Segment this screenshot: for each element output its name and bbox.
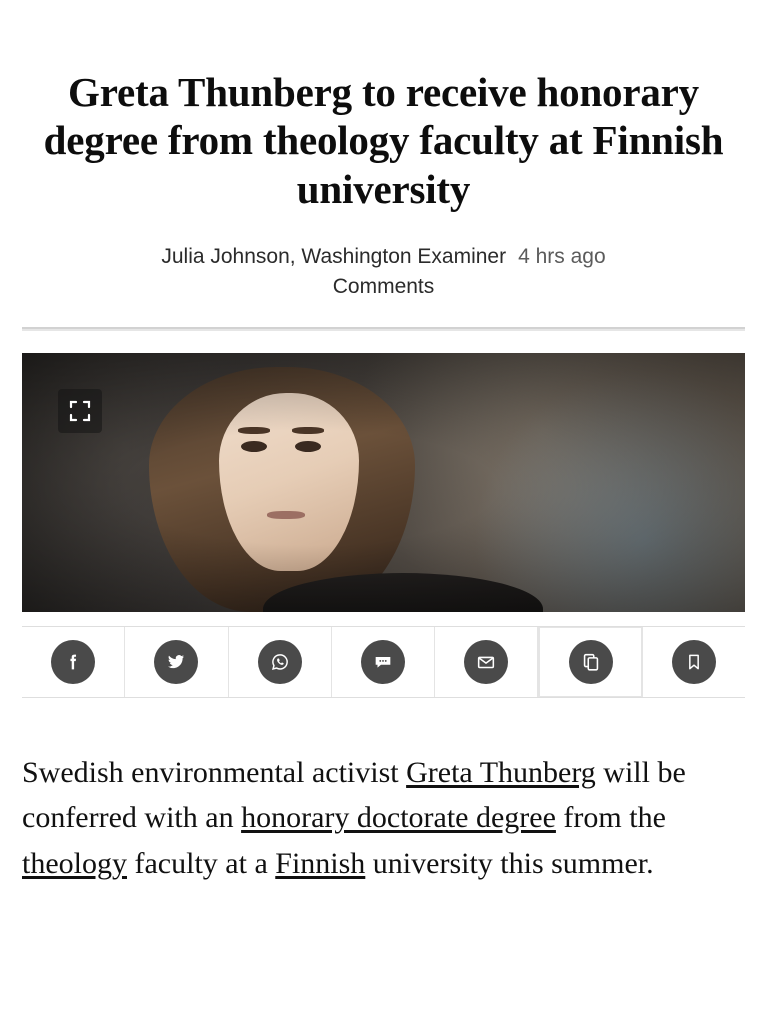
share-bar bbox=[22, 626, 745, 698]
byline-author: Julia Johnson, Washington Examiner bbox=[161, 245, 507, 269]
article-page bbox=[0, 68, 767, 1024]
link-theology[interactable]: theology bbox=[22, 846, 127, 880]
twitter-icon bbox=[154, 640, 198, 684]
share-copy-link-button[interactable] bbox=[538, 627, 642, 697]
comments-link[interactable]: Comments bbox=[332, 274, 435, 298]
share-whatsapp-button[interactable] bbox=[229, 627, 332, 697]
share-bookmark-button[interactable] bbox=[643, 627, 745, 697]
body-text-segment: Swedish environmental activist bbox=[22, 755, 407, 789]
body-text-segment: will be conferred with an bbox=[22, 755, 686, 835]
byline bbox=[22, 241, 745, 273]
link-greta-thunberg[interactable]: Greta Thunberg bbox=[406, 755, 596, 789]
hero-vignette bbox=[22, 353, 745, 612]
body-text-segment: faculty at a bbox=[127, 846, 276, 880]
article-body-paragraph bbox=[22, 750, 745, 887]
body-text-segment: university this summer. bbox=[365, 846, 654, 880]
share-email-button[interactable] bbox=[435, 627, 538, 697]
page-title: Greta Thunberg to receive honorary degree from theology faculty at Finnish university bbox=[43, 69, 724, 212]
expand-icon[interactable] bbox=[58, 389, 102, 433]
byline-timestamp: 4 hrs ago bbox=[518, 245, 606, 269]
share-twitter-button[interactable] bbox=[125, 627, 228, 697]
link-honorary-doctorate-degree[interactable]: honorary doctorate degree bbox=[241, 801, 556, 835]
whatsapp-icon bbox=[258, 640, 302, 684]
bookmark-icon bbox=[672, 640, 716, 684]
share-facebook-button[interactable] bbox=[22, 627, 125, 697]
email-icon bbox=[464, 640, 508, 684]
share-comments-button[interactable] bbox=[332, 627, 435, 697]
hero-image[interactable] bbox=[22, 353, 745, 612]
divider bbox=[22, 327, 745, 331]
comment-icon bbox=[361, 640, 405, 684]
article-container bbox=[0, 68, 767, 886]
facebook-icon bbox=[51, 640, 95, 684]
link-finnish[interactable]: Finnish bbox=[275, 846, 366, 880]
body-text-segment: from the bbox=[555, 801, 666, 835]
copy-icon bbox=[569, 640, 613, 684]
